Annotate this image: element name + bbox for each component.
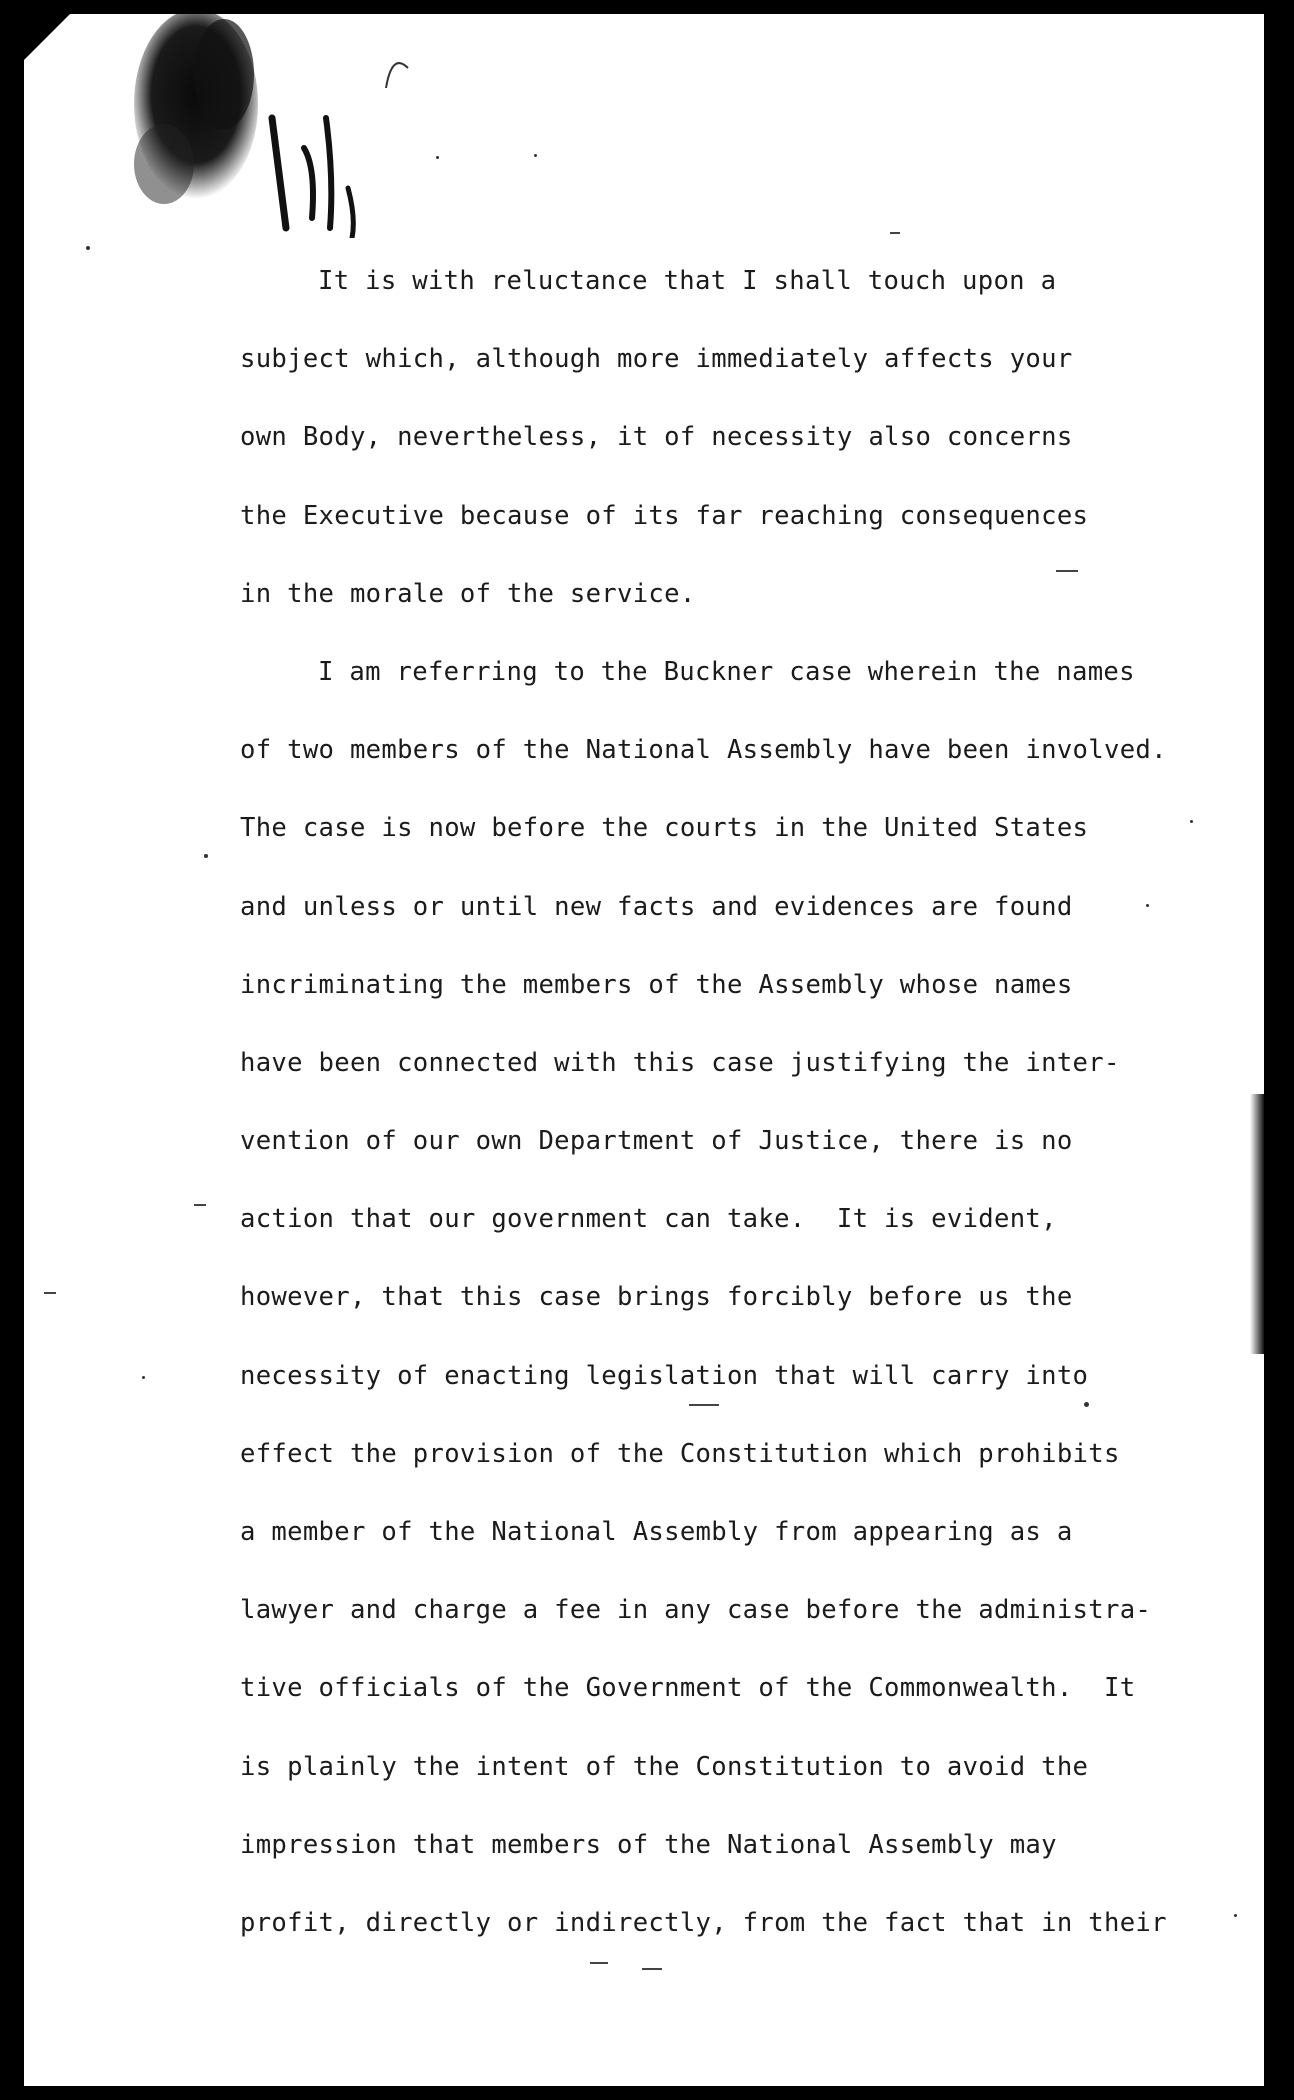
folded-corner — [24, 14, 70, 60]
text-line: effect the provision of the Constitution which prohibits — [240, 1438, 1120, 1469]
scan-mark — [890, 232, 900, 234]
text-line: lawyer and charge a fee in any case before the administra- — [240, 1595, 1152, 1626]
text-line: subject which, although more immediately affects your — [240, 344, 1073, 375]
text-line: a member of the National Assembly from appearing as a — [240, 1517, 1073, 1547]
scan-speck — [204, 854, 208, 858]
text-line: It is with reluctance that I shall touch upon a — [318, 266, 1057, 296]
document-page — [24, 14, 1264, 2086]
scan-speck — [1190, 820, 1193, 823]
scan-mark — [689, 1404, 719, 1406]
scan-mark — [44, 1292, 56, 1294]
text-line: The case is now before the courts in the United States — [240, 813, 1089, 844]
text-line: vention of our own Department of Justice, there is no — [240, 1126, 1073, 1157]
text-line: have been connected with this case justifying the inter- — [240, 1047, 1120, 1078]
scan-speck — [534, 154, 537, 157]
text-line: and unless or until new facts and evidences are found — [240, 891, 1073, 922]
text-line: in the morale of the service. — [240, 578, 696, 609]
scan-mark — [194, 1204, 206, 1206]
text-line: I am referring to the Buckner case wherein the names — [318, 656, 1135, 687]
pen-mark — [382, 50, 412, 90]
text-line: tive officials of the Government of the Commonwealth. It — [240, 1673, 1136, 1704]
scan-mark — [642, 1968, 662, 1970]
text-line: of two members of the National Assembly have been involved. — [240, 735, 1167, 766]
text-line: profit, directly or indirectly, from the fact that in their — [240, 1907, 1167, 1938]
scan-mark — [590, 1962, 608, 1964]
text-line: action that our government can take. It is evident, — [240, 1204, 1057, 1235]
text-line: own Body, nevertheless, it of necessity also concerns — [240, 422, 1073, 453]
text-line: necessity of enacting legislation that will carry into — [240, 1360, 1089, 1391]
scan-speck — [86, 246, 90, 250]
letter-body — [240, 242, 1200, 1962]
text-line: the Executive because of its far reaching consequences — [240, 500, 1089, 531]
scan-speck — [436, 156, 439, 159]
text-line: impression that members of the National Assembly may — [240, 1829, 1057, 1860]
scan-mark — [1056, 570, 1078, 572]
handwritten-page-number — [264, 78, 374, 238]
text-line: however, that this case brings forcibly before us the — [240, 1282, 1073, 1313]
scan-speck — [1146, 904, 1149, 907]
scan-speck — [142, 1376, 145, 1379]
page-edge-shadow — [1250, 1094, 1264, 1354]
scan-speck — [1234, 1914, 1237, 1917]
text-line: is plainly the intent of the Constitution to avoid the — [240, 1751, 1089, 1782]
text-line: incriminating the members of the Assembly whose names — [240, 969, 1073, 1000]
scan-speck — [1084, 1402, 1089, 1407]
